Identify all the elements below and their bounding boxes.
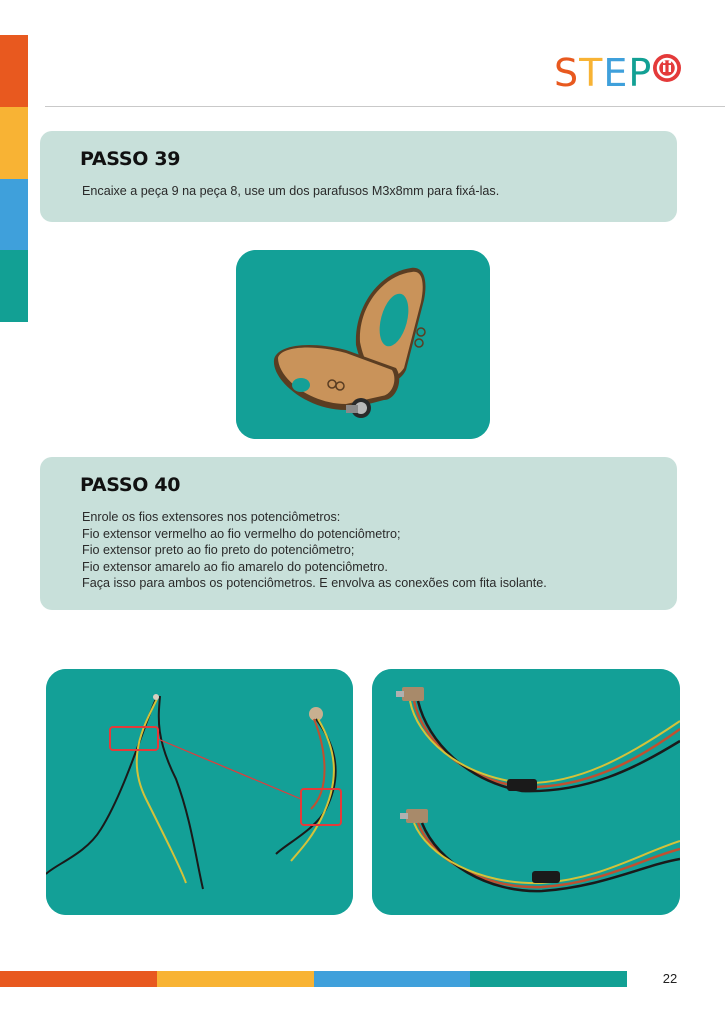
svg-text:STEP: STEP <box>554 51 653 92</box>
step-40-line: Fio extensor vermelho ao fio vermelho do potenciômetro; <box>82 526 401 541</box>
side-bar-teal <box>0 250 28 322</box>
header-divider <box>45 106 725 107</box>
step-40-photo-right <box>372 669 680 915</box>
step-logo-badge-icon <box>653 54 681 82</box>
side-color-bar <box>0 35 28 322</box>
footer-bar-orange <box>0 971 157 987</box>
step-logo <box>552 50 687 92</box>
step-40-photo-left <box>46 669 353 915</box>
step-40-line: Enrole os fios extensores nos potenciômetros: <box>82 510 341 524</box>
step-39-text: Encaixe a peça 9 na peça 8, use um dos parafusos M3x8mm para fixá-las. <box>82 184 500 198</box>
step-40-line: Fio extensor amarelo ao fio amarelo do potenciômetro. <box>82 559 388 574</box>
footer-bar-yellow <box>157 971 314 987</box>
step-40-text <box>82 509 547 592</box>
footer-bar-teal <box>470 971 627 987</box>
side-bar-blue <box>0 179 28 251</box>
step-40-line: Fio extensor preto ao fio preto do potenciômetro; <box>82 543 355 558</box>
step-40-title: PASSO 40 <box>80 474 181 496</box>
footer-bar-blue <box>314 971 471 987</box>
step-39-photo <box>236 250 490 439</box>
step-40-card <box>40 457 677 610</box>
side-bar-orange <box>0 35 28 107</box>
footer-color-bar <box>0 971 627 987</box>
step-39-card <box>40 131 677 222</box>
side-bar-yellow <box>0 107 28 179</box>
step-40-line: Faça isso para ambos os potenciômetros. E envolva as conexões com fita isolante. <box>82 576 547 591</box>
page-number: 22 <box>662 971 678 986</box>
step-39-title: PASSO 39 <box>80 148 181 170</box>
